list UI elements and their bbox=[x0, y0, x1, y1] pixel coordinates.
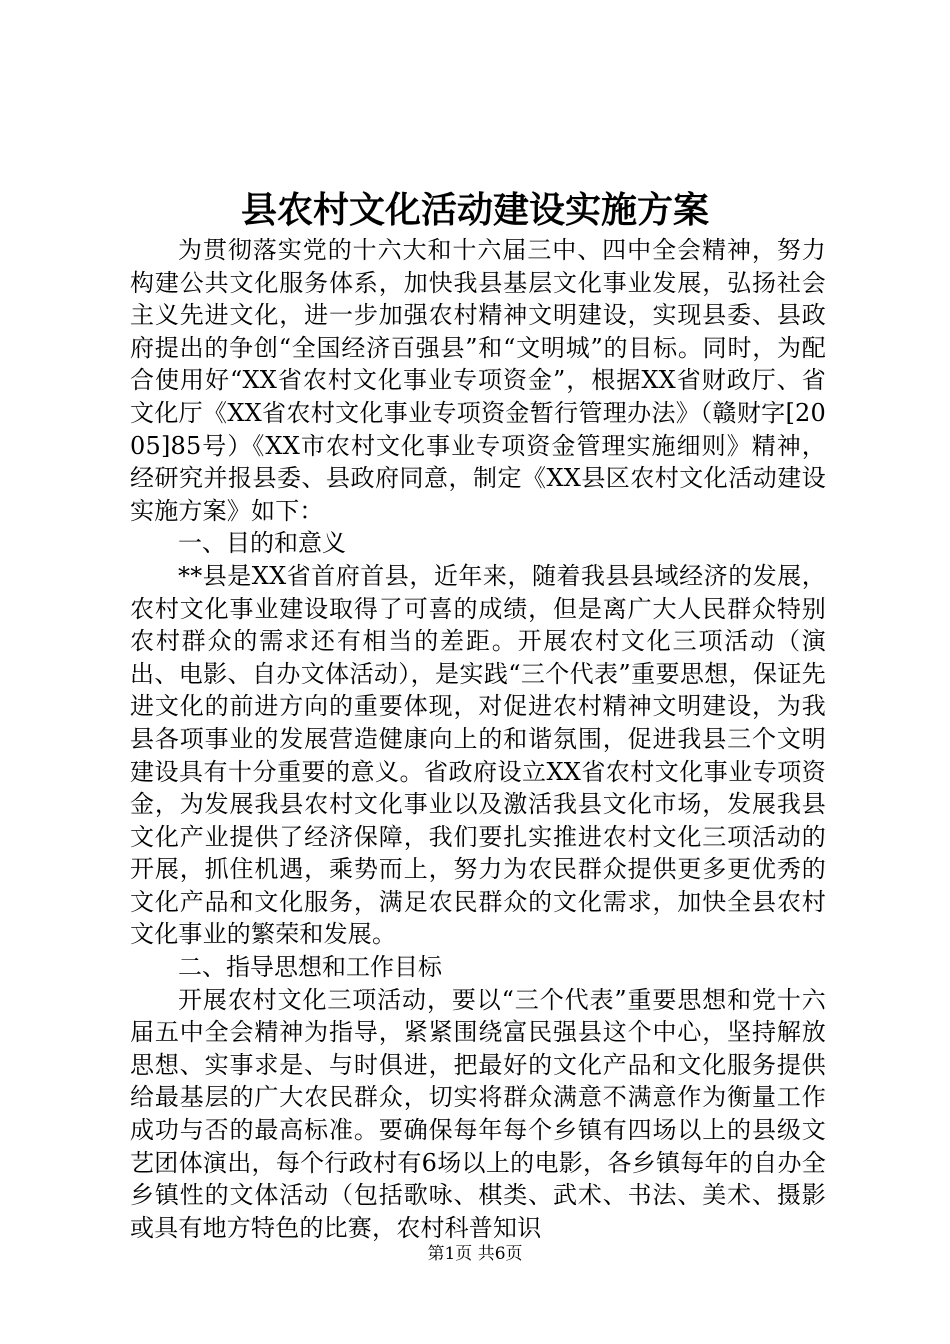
section-heading-purpose: 一、目的和意义 bbox=[178, 529, 346, 558]
paragraph-guidance: 开展农村文化三项活动，要以“三个代表”重要思想和党十六届五中全会精神为指导，紧紧围绕富民强县这个中心，坚持解放思想、实事求是、与时俱进，把最好的文化产品和文化服务提供给最基层的广大农民群众，切实将群众满意不满意作为衡量工作成功与否的最高标准。要确保每年每个乡镇有四场以上的县级文艺团体演出，每个行政村有6场以上的电影，各乡镇每年的自办全乡镇性的文体活动（包括歌咏、棋类、武术、书法、美术、摄影或具有地方特色的比赛，农村科普知识 bbox=[130, 985, 826, 1242]
document-title: 县农村文化活动建设实施方案 bbox=[240, 189, 709, 231]
page-number-footer: 第1页 共6页 bbox=[427, 1244, 523, 1264]
section-heading-guidance: 二、指导思想和工作目标 bbox=[178, 953, 442, 982]
document-body bbox=[130, 234, 826, 1244]
paragraph-purpose: **县是XX省首府首县，近年来，随着我县县域经济的发展，农村文化事业建设取得了可喜的成绩，但是离广大人民群众特别农村群众的需求还有相当的差距。开展农村文化三项活动（演出、电影、自办文体活动），是实践“三个代表”重要思想，保证先进文化的前进方向的重要体现，对促进农村精神文明建设，为我县各项事业的发展营造健康向上的和谐氛围，促进我县三个文明建设具有十分重要的意义。省政府设立XX省农村文化事业专项资金，为发展我县农村文化事业以及激活我县文化市场，发展我县文化产业提供了经济保障，我们要扎实推进农村文化三项活动的开展，抓住机遇，乘势而上，努力为农民群众提供更多更优秀的文化产品和文化服务，满足农民群众的文化需求，加快全县农村文化事业的繁荣和发展。 bbox=[130, 561, 826, 949]
paragraph-intro: 为贯彻落实党的十六大和十六届三中、四中全会精神，努力构建公共文化服务体系，加快我县基层文化事业发展，弘扬社会主义先进文化，进一步加强农村精神文明建设，实现县委、县政府提出的争创“全国经济百强县”和“文明城”的目标。同时，为配合使用好“XX省农村文化事业专项资金”，根据XX省财政厅、省文化厅《XX省农村文化事业专项资金暂行管理办法》（赣财字[2005]85号）《XX市农村文化事业专项资金管理实施细则》精神，经研究并报县委、县政府同意，制定《XX县区农村文化活动建设实施方案》如下： bbox=[130, 236, 826, 525]
